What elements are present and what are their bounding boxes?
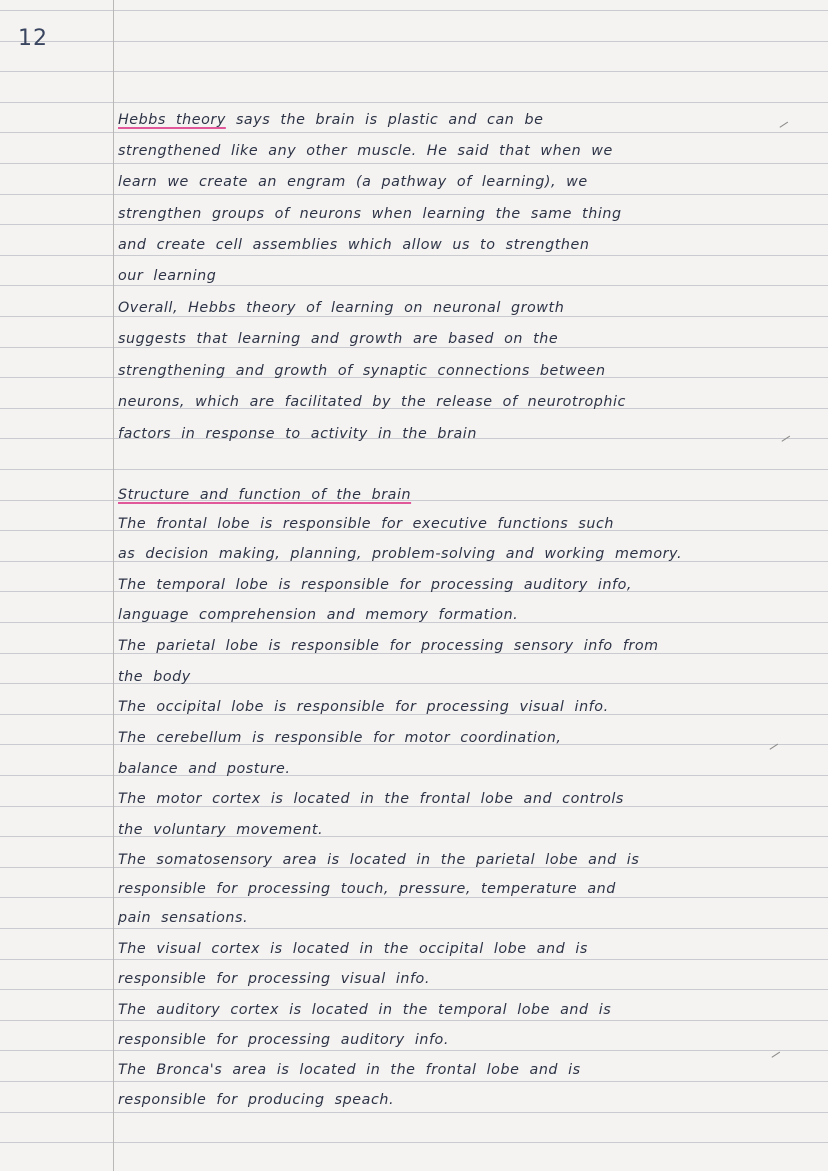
ruled-line [0, 255, 828, 256]
note-line: The frontal lobe is responsible for executive functions such [118, 516, 615, 532]
note-line: The motor cortex is located in the frontal lobe and controls [118, 791, 624, 807]
ruled-line [0, 1020, 828, 1021]
note-line: Overall, Hebbs theory of learning on neuronal growth [118, 300, 565, 316]
note-line: The parietal lobe is responsible for processing sensory info from [118, 638, 659, 654]
note-line: The somatosensory area is located in the parietal lobe and is [118, 852, 640, 868]
ruled-line [0, 163, 828, 164]
ruled-line [0, 102, 828, 103]
ruled-line [0, 224, 828, 225]
note-line: learn we create an engram (a pathway of learning), we [118, 174, 588, 190]
ruled-line [0, 1081, 828, 1082]
ruled-line [0, 469, 828, 470]
bracket-mark: ⸝ [777, 107, 793, 133]
bracket-mark: ⸝ [779, 421, 795, 447]
note-line: strengthened like any other muscle. He said that when we [118, 143, 613, 159]
note-line: the voluntary movement. [118, 822, 324, 838]
note-line: The cerebellum is responsible for motor coordination, [118, 730, 562, 746]
note-line: language comprehension and memory formation. [118, 607, 519, 623]
note-line: suggests that learning and growth are based on the [118, 331, 559, 347]
note-line: responsible for processing auditory info. [118, 1032, 449, 1048]
ruled-line [0, 1050, 828, 1051]
ruled-line [0, 928, 828, 929]
ruled-line [0, 71, 828, 72]
note-line: factors in response to activity in the brain [118, 426, 477, 442]
note-line: The occipital lobe is responsible for processing visual info. [118, 699, 609, 715]
note-line: the body [118, 669, 191, 685]
ruled-line [0, 989, 828, 990]
page-number: 12 [18, 26, 48, 51]
section1-first-line [118, 110, 543, 130]
ruled-line [0, 10, 828, 11]
bracket-mark: ⸝ [769, 1037, 785, 1063]
ruled-line [0, 1142, 828, 1143]
bracket-mark: ⸝ [767, 729, 783, 755]
margin-line [113, 0, 114, 1171]
ruled-line [0, 132, 828, 133]
note-line: and create cell assemblies which allow us to strengthen [118, 237, 590, 253]
note-line: responsible for producing speach. [118, 1092, 395, 1108]
note-line: strengthen groups of neurons when learning the same thing [118, 206, 622, 222]
ruled-line [0, 41, 828, 42]
section1-heading: Hebbs theory [118, 112, 226, 128]
note-line: strengthening and growth of synaptic connections between [118, 363, 606, 379]
note-line: as decision making, planning, problem-solving and working memory. [118, 546, 683, 562]
note-line: our learning [118, 268, 217, 284]
section1-first-line-text: says the brain is plastic and can be [225, 112, 544, 128]
note-line: pain sensations. [118, 910, 249, 926]
note-line: neurons, which are facilitated by the release of neurotrophic [118, 394, 626, 410]
note-line: balance and posture. [118, 761, 291, 777]
section2-heading: Structure and function of the brain [118, 487, 412, 503]
note-line: responsible for processing touch, pressure, temperature and [118, 881, 616, 897]
ruled-line [0, 194, 828, 195]
note-line: The temporal lobe is responsible for processing auditory info, [118, 577, 633, 593]
note-line: responsible for processing visual info. [118, 971, 430, 987]
ruled-line [0, 1112, 828, 1113]
note-line: The visual cortex is located in the occipital lobe and is [118, 941, 588, 957]
note-line: The Bronca's area is located in the frontal lobe and is [118, 1062, 581, 1078]
ruled-line [0, 959, 828, 960]
note-line: The auditory cortex is located in the temporal lobe and is [118, 1002, 612, 1018]
